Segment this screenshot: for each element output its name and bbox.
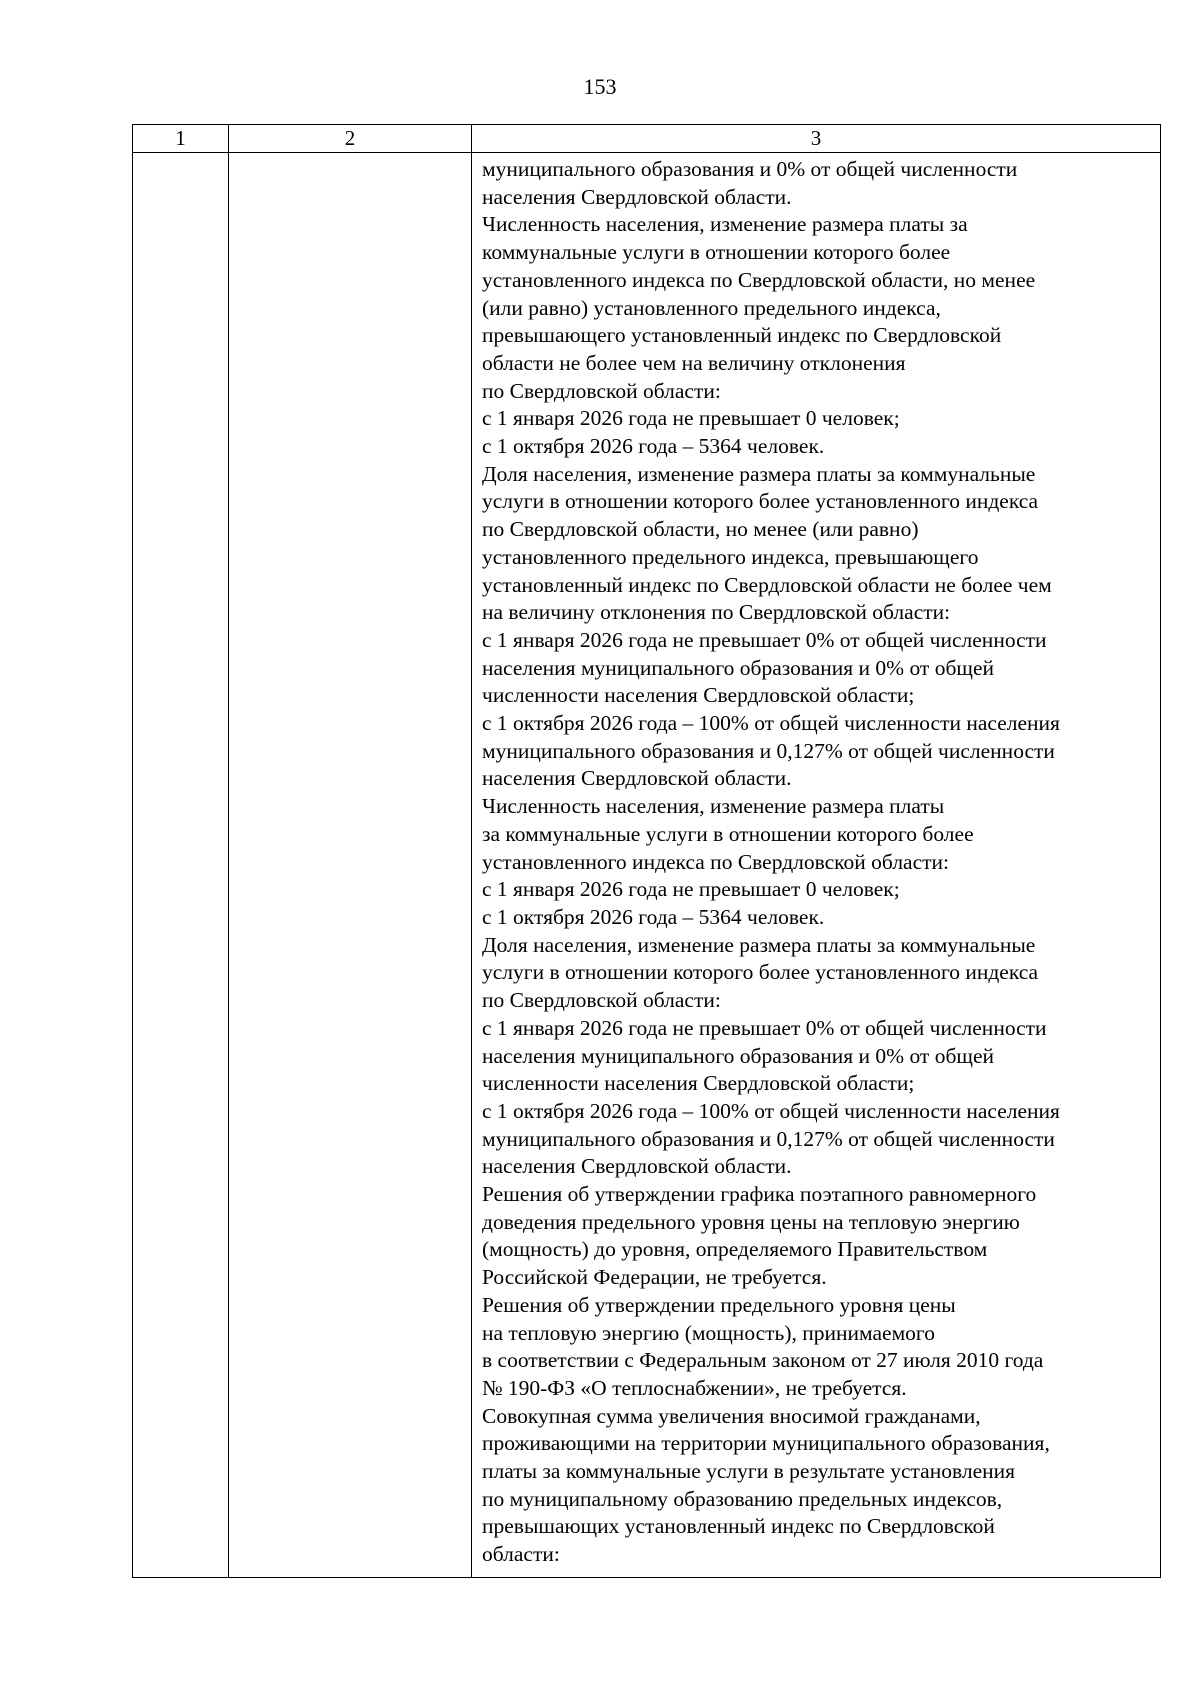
- paragraph: Численность населения, изменение размера платы за коммунальные услуги в отношении которого более установленного индекса по Свердловской области, но менее (или равно) установленного предельного индекса, превышающего установленный индекс по Свердловской области не более чем на величину отклонения по Свердловской области:: [482, 212, 1036, 403]
- paragraph: Доля населения, изменение размера платы за коммунальные услуги в отношении которого более установленного индекса по Свердловской области, но менее (или равно) установленного предельного индекса, превышающего установленный индекс по Свердловской области не более чем на величину отклонения по Свердловской области:: [482, 461, 1052, 625]
- paragraph: с 1 октября 2026 года – 100% от общей численности населения муниципального образования и 0,127% от общей численности населения Свердловской области.: [482, 1098, 1060, 1179]
- cell-text-block: [472, 153, 1160, 1569]
- table-header-row: [133, 125, 1161, 153]
- paragraph: Доля населения, изменение размера платы за коммунальные услуги в отношении которого более установленного индекса по Свердловской области:: [482, 932, 1039, 1013]
- paragraph: с 1 января 2026 года не превышает 0% от общей численности населения муниципального образования и 0% от общей численности населения Свердловской области;: [482, 1015, 1047, 1096]
- document-table: [132, 124, 1161, 1578]
- paragraph: с 1 января 2026 года не превышает 0 человек;: [482, 877, 900, 902]
- paragraph: Решения об утверждении графика поэтапного равномерного доведения предельного уровня цены на тепловую энергию (мощность) до уровня, определяемого Правительством Российской Федерации, не требуется.: [482, 1182, 1037, 1290]
- column-header-3: 3: [472, 125, 1161, 153]
- table-row: [133, 153, 1161, 1578]
- paragraph: муниципального образования и 0% от общей численности населения Свердловской области.: [482, 157, 1018, 209]
- paragraph: Решения об утверждении предельного уровня цены на тепловую энергию (мощность), принимаемого в соответствии с Федеральным законом от 27 июля 2010 года № 190-ФЗ «О теплоснабжении», не требуется.: [482, 1292, 1044, 1400]
- table-cell-col3: [472, 153, 1161, 1578]
- paragraph: с 1 января 2026 года не превышает 0% от общей численности населения муниципального образования и 0% от общей численности населения Свердловской области;: [482, 627, 1047, 708]
- paragraph: с 1 января 2026 года не превышает 0 человек;: [482, 406, 900, 431]
- paragraph: с 1 октября 2026 года – 100% от общей численности населения муниципального образования и 0,127% от общей численности населения Свердловской области.: [482, 711, 1060, 791]
- table-cell-col1: [133, 153, 229, 1578]
- paragraph: с 1 октября 2026 года – 5364 человек.: [482, 904, 825, 929]
- column-header-1: 1: [133, 125, 229, 153]
- paragraph: Численность населения, изменение размера платы за коммунальные услуги в отношении которого более установленного индекса по Свердловской области:: [482, 794, 974, 874]
- column-header-2: 2: [229, 125, 472, 153]
- paragraph: Совокупная сумма увеличения вносимой гражданами, проживающими на территории муниципального образования, платы за коммунальные услуги в результате установления по муниципальному образованию предельных индексов, превышающих установленный индекс по Свердловской области:: [482, 1403, 1050, 1567]
- table-cell-col2: [229, 153, 472, 1578]
- paragraph: с 1 октября 2026 года – 5364 человек.: [482, 434, 825, 459]
- page-number: 153: [583, 74, 617, 99]
